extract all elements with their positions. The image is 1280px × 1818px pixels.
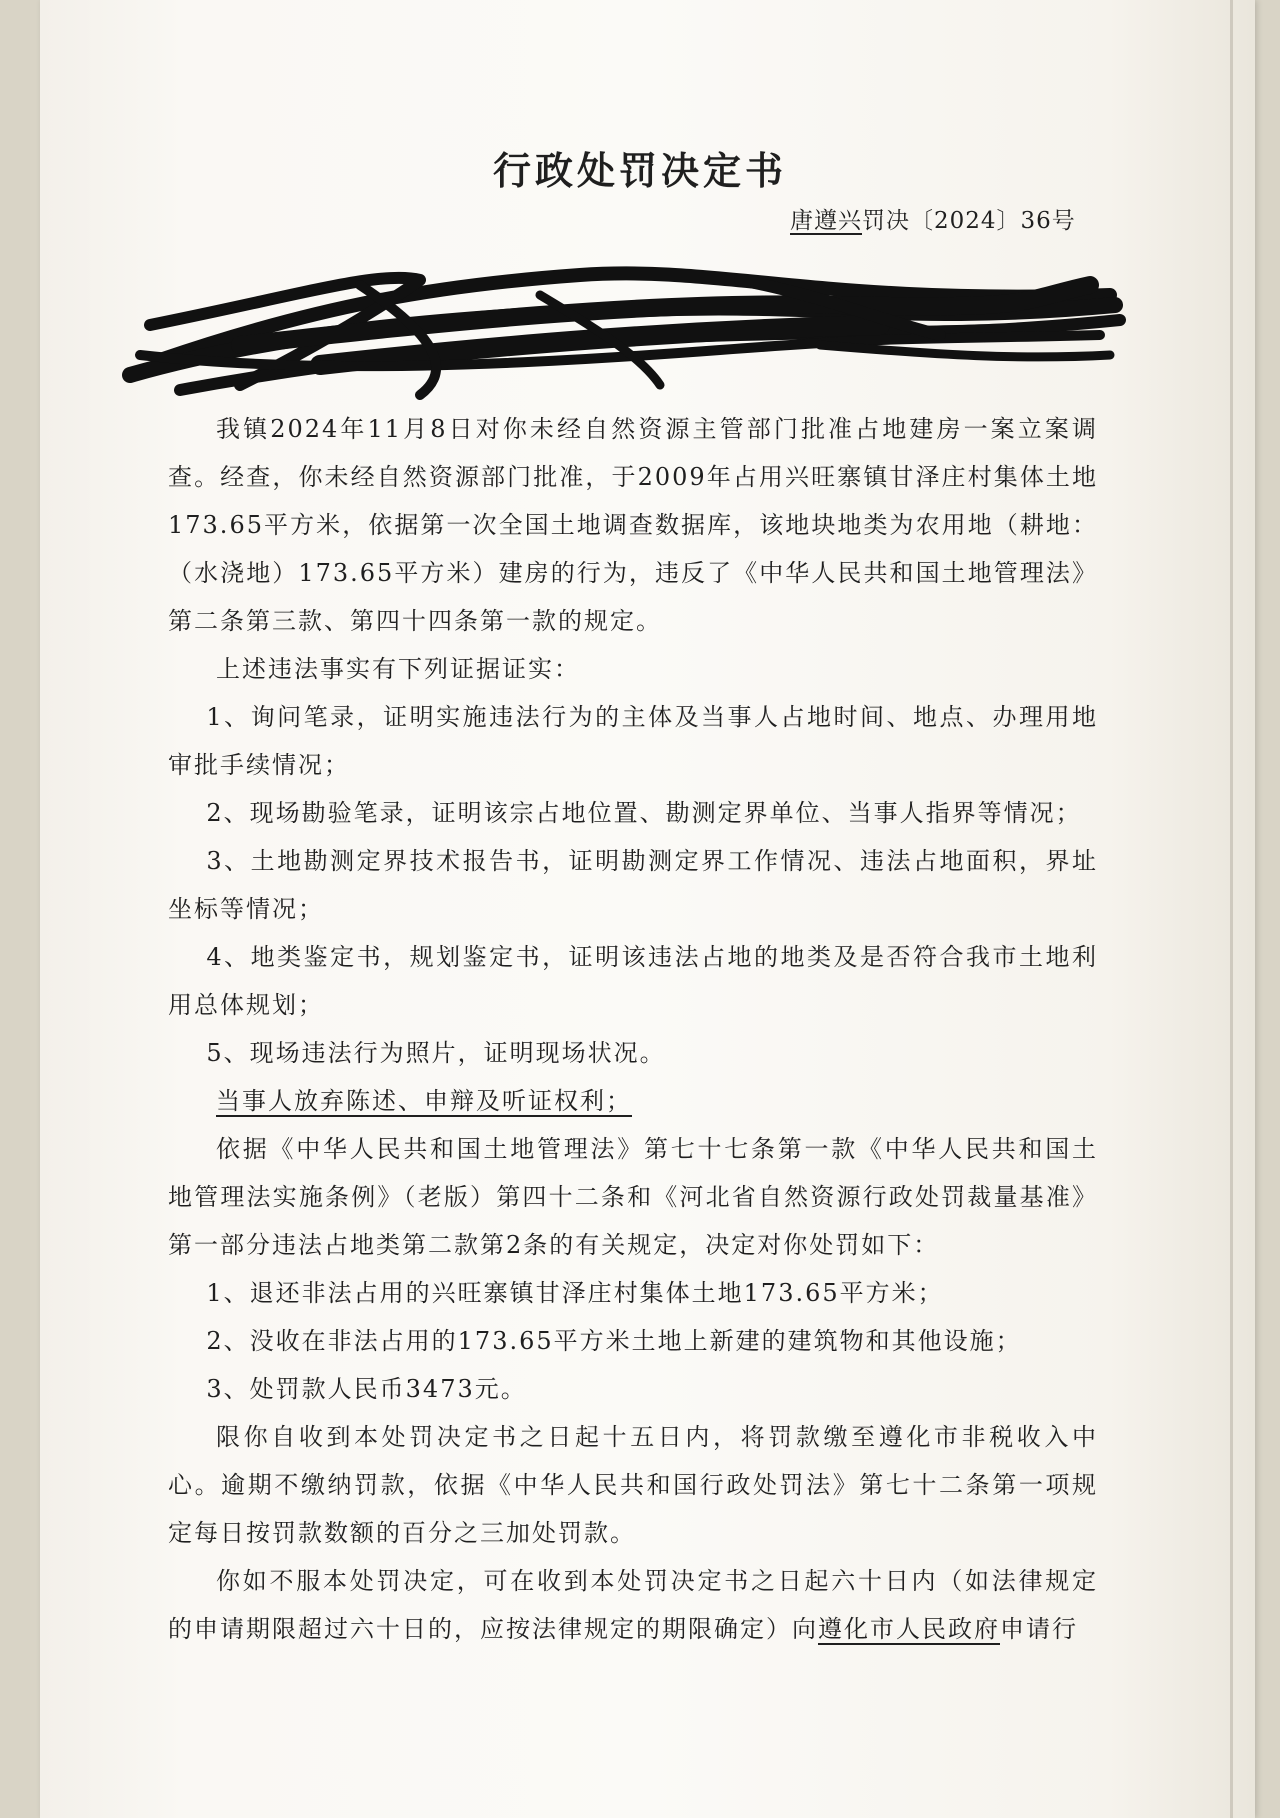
paper-fold [1230, 0, 1233, 1818]
evidence-item-1: 1、询问笔录，证明实施违法行为的主体及当事人占地时间、地点、办理用地审批手续情况； [168, 703, 1098, 779]
document-number-prefix: 唐遵兴 [790, 208, 862, 234]
evidence-item-2: 2、现场勘验笔录，证明该宗占地位置、勘测定界单位、当事人指界等情况； [206, 799, 1082, 827]
penalty-item-3: 3、处罚款人民币3473元。 [206, 1375, 527, 1403]
appeal-text-after: 申请行 [1000, 1615, 1078, 1643]
case-facts-paragraph: 我镇2024年11月8日对你未经自然资源主管部门批准占地建房一案立案调查。经查，你未经自然资源部门批准，于2009年占用兴旺寨镇甘泽庄村集体土地173.65平方米，依据第一次全国土地调查数据库，该地块地类为农用地（耕地：（水浇地）173.65平方米）建房的行为，违反了《中华人民共和国土地管理法》第二条第三款、第四十四条第一款的规定。 [168, 415, 1098, 635]
appeal-paragraph [168, 1557, 1098, 1653]
evidence-item-3: 3、土地勘测定界技术报告书，证明勘测定界工作情况、违法占地面积，界址坐标等情况； [168, 847, 1098, 923]
penalty-item-2: 2、没收在非法占用的173.65平方米土地上新建的建筑物和其他设施； [206, 1327, 1022, 1355]
penalty-item-1: 1、退还非法占用的兴旺寨镇甘泽庄村集体土地173.65平方米； [206, 1279, 944, 1307]
payment-deadline-paragraph: 限你自收到本处罚决定书之日起十五日内，将罚款缴至遵化市非税收入中心。逾期不缴纳罚款，依据《中华人民共和国行政处罚法》第七十二条第一项规定每日按罚款数额的百分之三加处罚款。 [168, 1423, 1098, 1547]
evidence-item-4: 4、地类鉴定书，规划鉴定书，证明该违法占地的地类及是否符合我市土地利用总体规划； [168, 943, 1098, 1019]
document-number [790, 202, 1076, 235]
appeal-text-before: 你如不服本处罚决定，可在收到本处罚决定书之日起六十日内（如法律规定的申请期限超过六十日的，应按法律规定的期限确定）向 [168, 1567, 1098, 1643]
appeal-authority: 遵化市人民政府 [818, 1615, 1000, 1643]
waiver-statement: 当事人放弃陈述、申辩及听证权利； [216, 1087, 632, 1115]
document-title: 行政处罚决定书 [492, 148, 787, 193]
legal-basis-paragraph: 依据《中华人民共和国土地管理法》第七十七条第一款《中华人民共和国土地管理法实施条例》（老版）第四十二条和《河北省自然资源行政处罚裁量基准》第一部分违法占地类第二款第2条的有关规定，决定对你处罚如下： [168, 1135, 1098, 1259]
evidence-item-5: 5、现场违法行为照片，证明现场状况。 [206, 1039, 666, 1067]
redaction-scribble [120, 265, 1130, 405]
document-body [168, 405, 1098, 1653]
document-number-rest: 罚决〔2024〕36号 [862, 208, 1076, 234]
evidence-intro: 上述违法事实有下列证据证实： [216, 655, 580, 683]
